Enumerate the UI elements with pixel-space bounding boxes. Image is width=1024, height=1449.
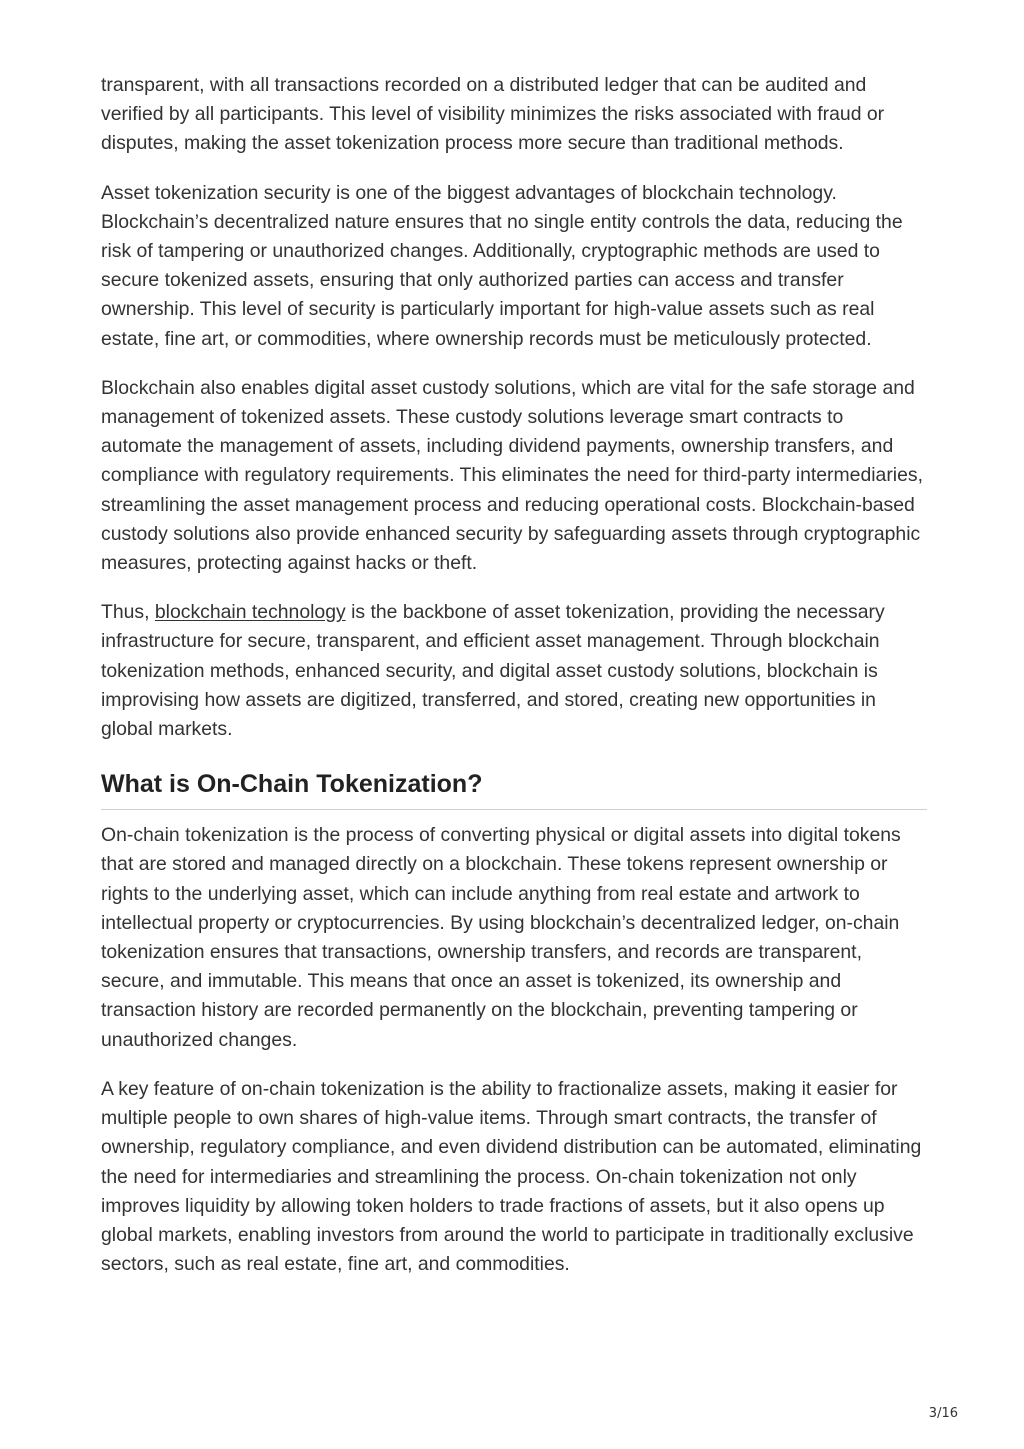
paragraph-fractionalization: A key feature of on-chain tokenization is the ability to fractionalize assets, making it easier for multiple people to own shares of high-value items. Through smart contracts, the transfer of ownership, regulatory compliance, and even dividend distribution can be automated, eliminating the need for intermediaries and streamlining the process. On-chain tokenization not only improves liquidity by allowing token holders to trade fractions of assets, but it also opens up global markets, enabling investors from around the world to participate in traditionally exclusive sectors, such as real estate, fine art, and commodities. [101,1077,922,1276]
paragraph-prefix: Thus, [101,601,155,624]
blockchain-technology-link[interactable]: blockchain technology [154,601,346,624]
page-number: 3/16 [928,1406,958,1421]
paragraph-custody-solutions: Blockchain also enables digital asset custody solutions, which are vital for the safe storage and management of tokenized assets. These custody solutions leverage smart contracts to automate the management of assets, including dividend payments, ownership transfers, and compliance with regulatory requirements. This eliminates the need for third-party intermediaries, streamlining the asset management process and reducing operational costs. Blockchain-based custody solutions also provide enhanced security by safeguarding assets through cryptographic measures, protecting against hacks or theft. [101,376,923,575]
paragraph-on-chain-definition: On-chain tokenization is the process of converting physical or digital assets into digital tokens that are stored and managed directly on a blockchain. These tokens represent ownership or rights to the underlying asset, which can include anything from real estate and artwork to intellectual property or cryptocurrencies. By using blockchain’s decentralized ledger, on-chain tokenization ensures that transactions, ownership transfers, and records are transparent, secure, and immutable. This means that once an asset is tokenized, its ownership and transaction history are recorded permanently on the blockchain, preventing tampering or unauthorized changes. [101,824,901,1051]
paragraph-blockchain-backbone [101,598,927,744]
document-body [101,71,927,1299]
paragraph-tokenization-security: Asset tokenization security is one of the biggest advantages of blockchain technology. Blockchain’s decentralized nature ensures that no single entity controls the data, reducing the risk of tampering or unauthorized changes. Additionally, cryptographic methods are used to secure tokenized assets, ensuring that only authorized parties can access and transfer ownership. This level of security is particularly important for high-value assets such as real estate, fine art, or commodities, where ownership records must be meticulously protected. [101,181,903,350]
paragraph-ledger-transparency: transparent, with all transactions recorded on a distributed ledger that can be audited and verified by all participants. This level of visibility minimizes the risks associated with fraud or disputes, making the asset tokenization process more secure than traditional methods. [101,74,885,155]
section-heading: What is On-Chain Tokenization? [101,769,927,810]
paragraph-suffix: is the backbone of asset tokenization, providing the necessary infrastructure for secure, transparent, and efficient asset management. Through blockchain tokenization methods, enhanced security, and digital asset custody solutions, blockchain is improvising how assets are digitized, transferred, and stored, creating new opportunities in global markets. [101,601,885,741]
